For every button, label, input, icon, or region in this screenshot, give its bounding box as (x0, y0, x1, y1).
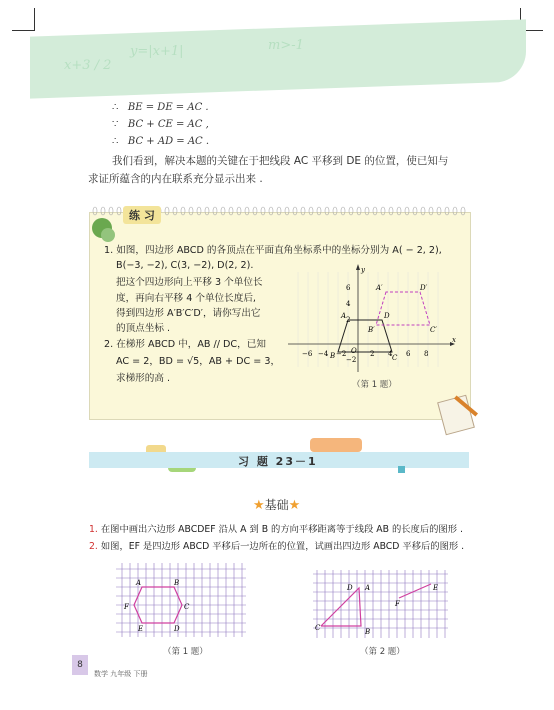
binding-ring (381, 207, 385, 215)
binding-ring (269, 207, 273, 215)
binding-ring (213, 207, 217, 215)
binding-ring (445, 207, 449, 215)
binding-ring (109, 207, 113, 215)
binding-ring (333, 207, 337, 215)
vertex-label: F (124, 603, 129, 611)
fig-caption-exercise: （第 1 题） (352, 380, 397, 390)
leaf-icon-2 (101, 228, 115, 242)
problem-2: 2. 如图，EF 是四边形 ABCD 平移后一边所在的位置，试画出四边形 ABCD 平移后的图形 . (89, 541, 465, 552)
vertex-label: C (315, 624, 321, 632)
fig-caption-2: （第 2 题） (360, 647, 405, 657)
basics-heading: ★基础★ (253, 498, 301, 513)
coordinate-figure (288, 262, 458, 374)
paragraph-line-2: 求证所蕴含的内在联系充分显示出来 . (88, 173, 263, 185)
vertex-label: B′ (368, 326, 375, 334)
exercise-line-1: 1. 如图，四边形 ABCD 的各顶点在平面直角坐标系中的坐标分别为 A( − 2, 2), (104, 245, 442, 256)
binding-ring (293, 207, 297, 215)
vertex-label: A (136, 579, 142, 587)
exercise-line-8: AC = 2，BD = √5，AB + DC = 3， (116, 356, 281, 367)
vertex-label: D′ (420, 284, 428, 292)
y-axis-label: y (361, 266, 365, 274)
proof-line-2: ∵ BC + CE = AC , (112, 119, 209, 130)
binding-ring (165, 207, 169, 215)
banner-formula-1: x+3 / 2 (64, 58, 112, 73)
binding-ring (221, 207, 225, 215)
binding-ring (229, 207, 233, 215)
binding-ring (205, 207, 209, 215)
x-tick-label: 8 (424, 350, 429, 358)
y-axis-arrow (356, 264, 360, 270)
proof-line-1: ∴ BE = DE = AC . (112, 102, 209, 113)
binding-ring (405, 207, 409, 215)
binding-ring (173, 207, 177, 215)
grid-figure-1 (116, 563, 246, 637)
binding-ring (197, 207, 201, 215)
y-tick-label: 4 (346, 300, 351, 308)
binding-ring (429, 207, 433, 215)
exercise-line-6: 的顶点坐标 . (116, 323, 171, 334)
binding-ring (437, 207, 441, 215)
binding-ring (245, 207, 249, 215)
binding-ring (325, 207, 329, 215)
page-number: 8 (72, 655, 88, 675)
vertex-label: A (365, 584, 371, 592)
binding-ring (461, 207, 465, 215)
binding-ring (453, 207, 457, 215)
x-tick-label: −2 (336, 350, 347, 358)
binding-ring (421, 207, 425, 215)
binding-ring (101, 207, 105, 215)
binding-ring (253, 207, 257, 215)
exercise-title: 练 习 (123, 206, 161, 224)
binding-ring (309, 207, 313, 215)
binding-ring (397, 207, 401, 215)
grid-figure-2 (313, 570, 448, 638)
vertex-label: A (341, 312, 347, 320)
vertex-label: C′ (430, 326, 437, 334)
binding-ring (261, 207, 265, 215)
segment-ef (399, 584, 431, 598)
vertex-label: D (174, 625, 180, 633)
vertex-label: B (330, 352, 336, 360)
vertex-label: A′ (376, 284, 383, 292)
binding-ring (117, 207, 121, 215)
binding-ring (365, 207, 369, 215)
binding-ring (341, 207, 345, 215)
exercise-line-9: 求梯形的高 . (116, 373, 171, 384)
y-tick-label: −2 (346, 356, 357, 364)
binding-ring (285, 207, 289, 215)
exercise-line-5: 得到四边形 A′B′C′D′，请你写出它 (116, 308, 261, 319)
x-tick-label: −6 (302, 350, 313, 358)
corner-mark-top-left (12, 8, 35, 31)
vertex-label: B (174, 579, 180, 587)
vertex-label: E (433, 584, 439, 592)
y-tick-label: 2 (346, 316, 351, 324)
x-tick-label: 2 (370, 350, 375, 358)
vertex-label: C (392, 354, 398, 362)
binding-ring (301, 207, 305, 215)
binding-ring (413, 207, 417, 215)
binding-ring (189, 207, 193, 215)
star-icon-left: ★ (253, 498, 265, 513)
paragraph-line-1: 我们看到，解决本题的关键在于把线段 AC 平移到 DE 的位置，使已知与 (112, 155, 449, 167)
deco-block-blue (398, 466, 405, 473)
banner-formula-2: y=|x+1| (130, 44, 184, 59)
y-tick-label: 6 (346, 284, 351, 292)
banner-formula-3: m>-1 (268, 38, 304, 53)
problem-1: 1. 在图中画出六边形 ABCDEF 沿从 A 到 B 的方向平移距离等于线段 AB 的长度后的图形 . (89, 524, 463, 535)
x-axis-label: x (452, 336, 456, 344)
vertex-label: D (384, 312, 390, 320)
binding-ring (317, 207, 321, 215)
binding-ring (277, 207, 281, 215)
exercises-title: 习 题 23－1 (238, 455, 318, 468)
exercise-line-4: 度，再向右平移 4 个单位长度后, (116, 293, 256, 304)
origin-label: O (351, 347, 357, 355)
vertex-label: B (365, 628, 371, 636)
book-title: 数学 九年级 下册 (94, 670, 148, 678)
binding-ring (349, 207, 353, 215)
binding-ring (93, 207, 97, 215)
exercise-line-2: B(−3, −2), C(3, −2), D(2, 2). (116, 260, 254, 271)
quadrilateral-translated (376, 292, 430, 325)
x-tick-label: 6 (406, 350, 411, 358)
exercise-line-3: 把这个四边形向上平移 3 个单位长 (116, 277, 263, 288)
binding-ring (373, 207, 377, 215)
binding-ring (181, 207, 185, 215)
fig-caption-1: （第 1 题） (163, 647, 208, 657)
binding-ring (357, 207, 361, 215)
vertex-label: D (347, 584, 353, 592)
x-tick-label: 4 (388, 350, 393, 358)
vertex-label: E (138, 625, 144, 633)
vertex-label: F (395, 600, 400, 608)
exercise-line-7: 2. 在梯形 ABCD 中，AB // DC，已知 (104, 339, 266, 350)
x-tick-label: −4 (318, 350, 329, 358)
binding-ring (389, 207, 393, 215)
star-icon-right: ★ (288, 498, 301, 513)
proof-line-3: ∴ BC + AD = AC . (112, 136, 210, 147)
deco-block-orange (310, 438, 362, 452)
vertex-label: C (184, 603, 190, 611)
binding-ring (237, 207, 241, 215)
